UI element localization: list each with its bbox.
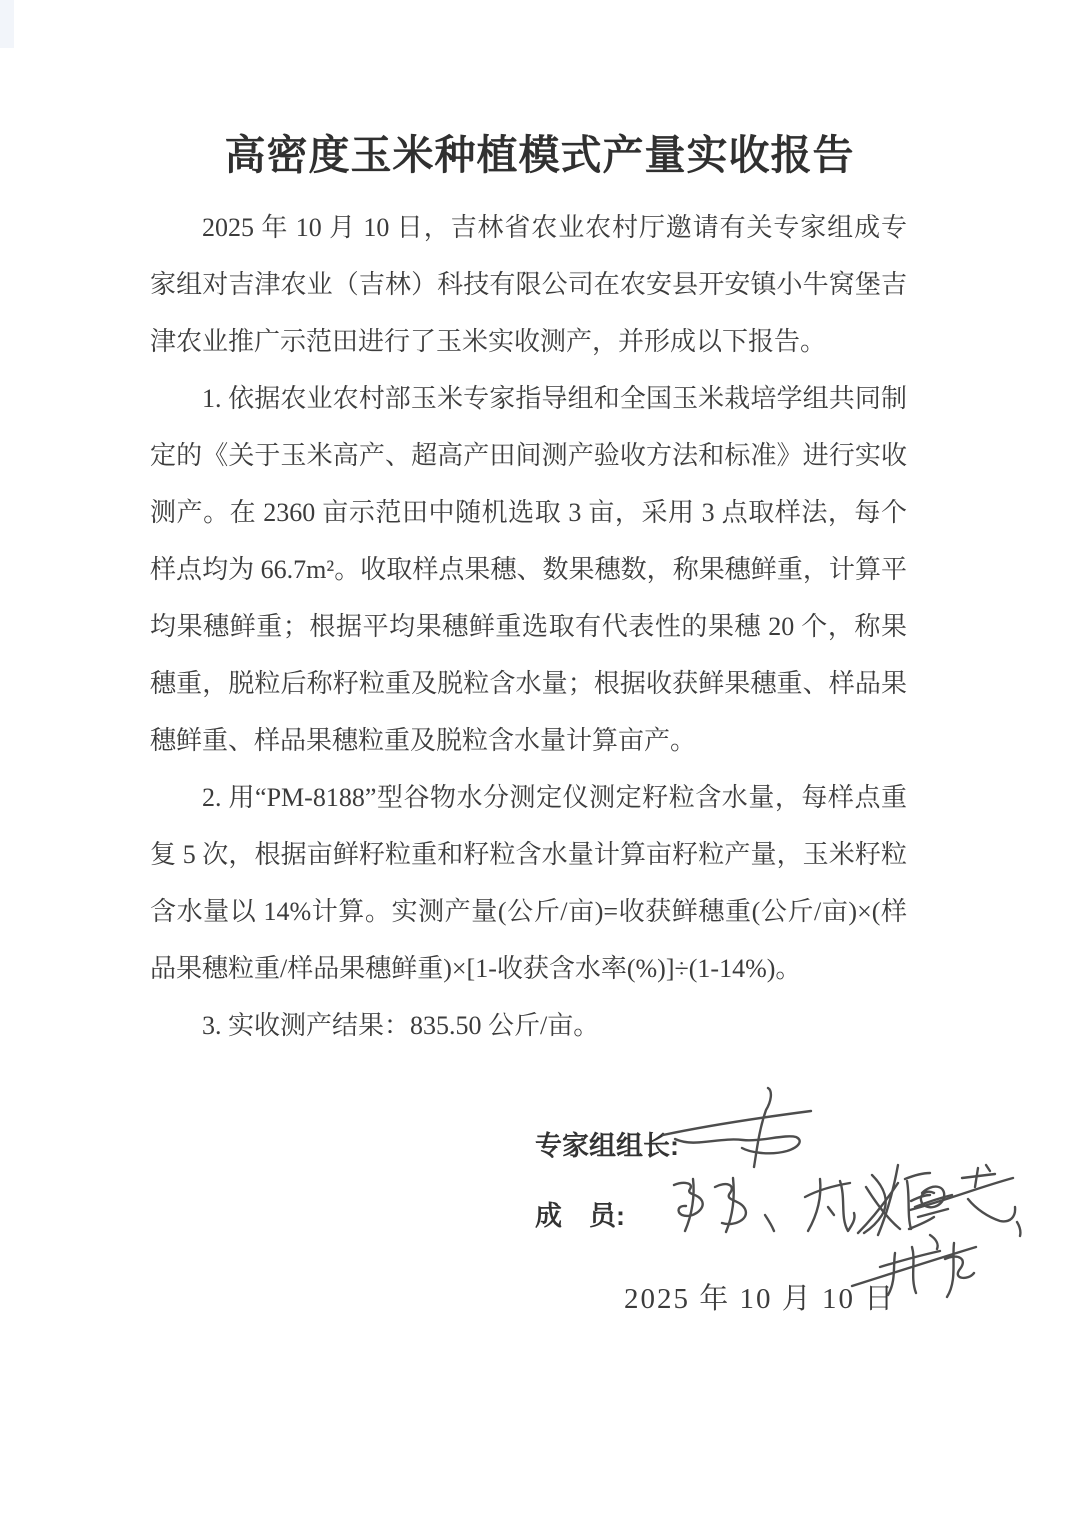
paragraph-item-2-moisture-formula: 2. 用“PM-8188”型谷物水分测定仪测定籽粒含水量，每样点重复 5 次，根据亩鲜籽粒重和籽粒含水量计算亩籽粒产量，玉米籽粒含水量以 14%计算。实测产量(公斤/亩)=收获鲜穗重(公斤/亩)×(样品果穗粒重/样品果穗鲜重)×[1-收获含水率(%)]÷(1-14%)。 — [150, 783, 907, 983]
document-title: 高密度玉米种植模式产量实收报告 — [224, 132, 855, 178]
document-date: 2025 年 10 月 10 日 — [624, 1283, 896, 1315]
member-signature-4-ink — [852, 1235, 976, 1297]
paragraph-intro: 2025 年 10 月 10 日，吉林省农业农村厅邀请有关专家组成专家组对吉津农业（吉林）科技有限公司在农安县开安镇小牛窝堡吉津农业推广示范田进行了玉米实收测产，并形成以下报告。 — [150, 213, 907, 356]
paragraph-item-3-result: 3. 实收测产结果：835.50 公斤/亩。 — [202, 1011, 600, 1040]
scan-artifact — [0, 0, 14, 48]
handwritten-signatures — [600, 1075, 1079, 1325]
member-signature-2-ink — [805, 1173, 934, 1233]
member-signature-1-ink — [674, 1178, 774, 1232]
leader-signature-ink — [663, 1088, 811, 1167]
expert-group-leader-label: 专家组组长: — [535, 1131, 679, 1161]
members-label: 成 员: — [535, 1201, 625, 1231]
member-signature-3-ink — [864, 1165, 1020, 1236]
paragraph-item-1-method: 1. 依据农业农村部玉米专家指导组和全国玉米栽培学组共同制定的《关于玉米高产、超高产田间测产验收方法和标准》进行实收测产。在 2360 亩示范田中随机选取 3 亩，采用 3 点取样法，每个样点均为 66.7m²。收取样点果穗、数果穗数，称果穗鲜重，计算平均果穗鲜重；根据平均果穗鲜重选取有代表性的果穗 20 个，称果穗重，脱粒后称籽粒重及脱粒含水量；根据收获鲜果穗重、样品果穗鲜重、样品果穗粒重及脱粒含水量计算亩产。 — [150, 384, 907, 755]
document-body — [150, 199, 907, 1054]
